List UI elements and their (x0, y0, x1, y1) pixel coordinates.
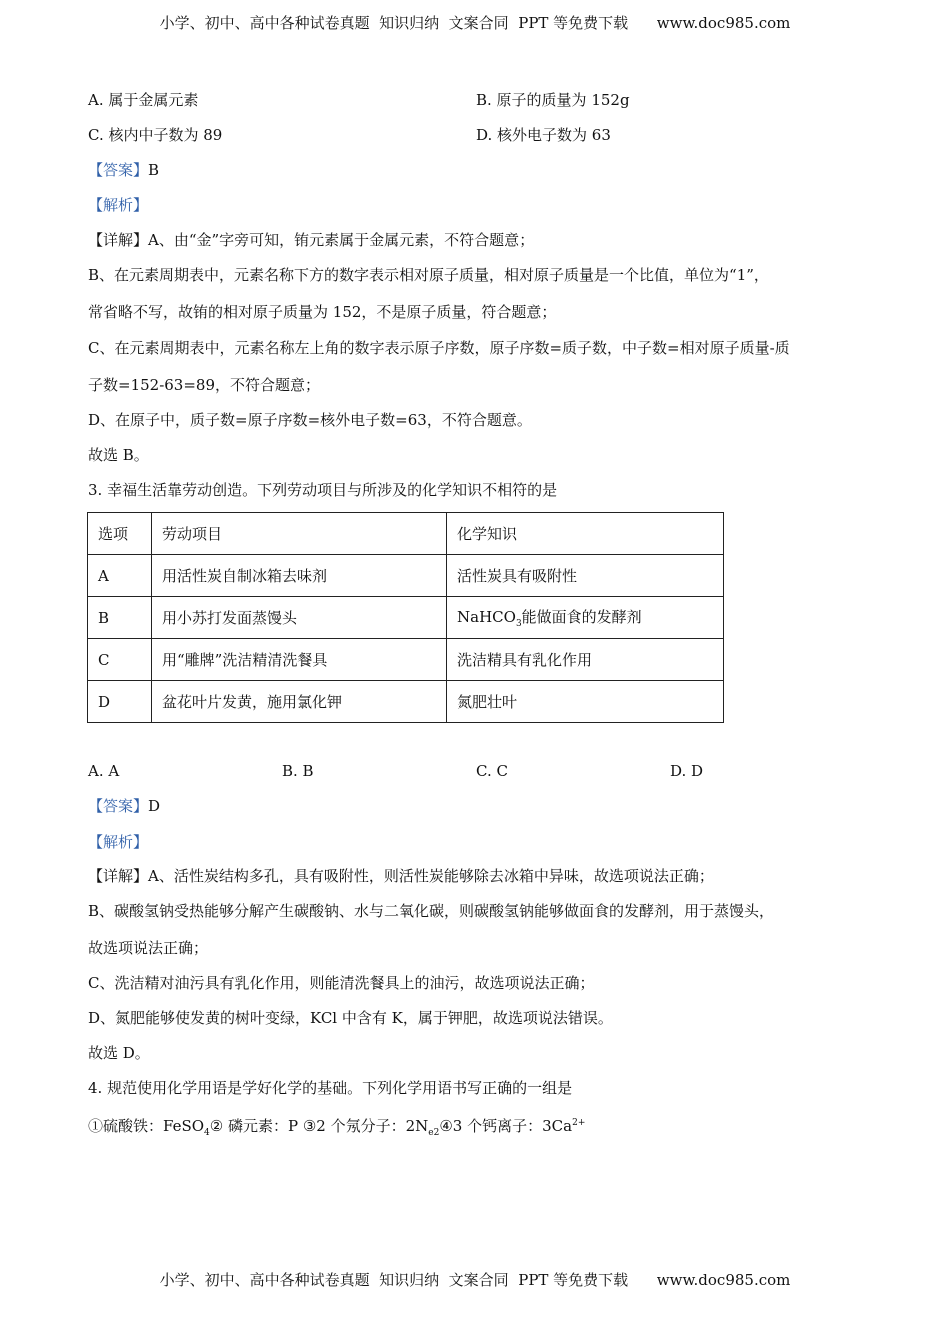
q3-analysis-label: 【解析】 (88, 833, 149, 851)
q2-detail-line: 常省略不写，故铕的相对原子质量为 152，不是原子质量，符合题意； (88, 303, 557, 321)
table-cell: 用小苏打发面蒸馒头 (152, 597, 447, 639)
q2-analysis-label: 【解析】 (88, 196, 149, 214)
q2-detail-line: 子数=152-63=89，不符合题意； (88, 376, 321, 394)
table-cell: 活性炭具有吸附性 (447, 555, 724, 597)
detail-text: A、活性炭结构多孔，具有吸附性，则活性炭能够除去冰箱中异味，故选项说法正确； (148, 867, 714, 885)
q3-option-d: D. D (670, 762, 704, 780)
q4-items (88, 1113, 585, 1143)
detail-label: 【详解】 (88, 231, 149, 249)
q2-answer (88, 160, 159, 180)
table-header-row (88, 513, 724, 555)
answer-label: 【答案】 (88, 797, 149, 815)
table-header-cell: 劳动项目 (152, 513, 447, 555)
q2-conclusion: 故选 B。 (88, 446, 149, 464)
detail-label: 【详解】 (88, 867, 149, 885)
table-row (88, 681, 724, 723)
table-cell: 洗洁精具有乳化作用 (447, 639, 724, 681)
table-row (88, 555, 724, 597)
q2-detail-line: D、在原子中，质子数=原子序数=核外电子数=63，不符合题意。 (88, 411, 532, 429)
q2-detail-line: C、在元素周期表中，元素名称左上角的数字表示原子序数，原子序数=质子数，中子数=相对原子质量-质 (88, 339, 790, 357)
q4-item-3-subscript: e2 (428, 1128, 440, 1138)
q4-stem: 4. 规范使用化学用语是学好化学的基础。下列化学用语书写正确的一组是 (88, 1079, 573, 1097)
q2-detail-line (88, 230, 534, 250)
q2-detail-line: B、在元素周期表中，元素名称下方的数字表示相对原子质量，相对原子质量是一个比值，单位为“1”， (88, 266, 769, 284)
answer-label: 【答案】 (88, 161, 149, 179)
table-cell: 盆花叶片发黄，施用氯化钾 (152, 681, 447, 723)
q2-option-d: D. 核外电子数为 63 (476, 126, 611, 144)
table-cell: B (88, 597, 152, 639)
page-footer: 小学、初中、高中各种试卷真题 知识归纳 文案合同 PPT 等免费下载 www.doc985.com (159, 1271, 791, 1289)
q3-conclusion: 故选 D。 (88, 1044, 150, 1062)
answer-value: B (148, 161, 160, 179)
q3-option-a: A. A (88, 762, 120, 780)
q3-table (87, 512, 724, 723)
table-cell: 用活性炭自制冰箱去味剂 (152, 555, 447, 597)
q3-stem: 3. 幸福生活靠劳动创造。下列劳动项目与所涉及的化学知识不相符的是 (88, 481, 558, 499)
table-cell: 氮肥壮叶 (447, 681, 724, 723)
table-cell: D (88, 681, 152, 723)
q4-item-4: ④3 个钙离子：3Ca (439, 1117, 573, 1135)
table-header-cell: 选项 (88, 513, 152, 555)
table-row (88, 597, 724, 639)
table-cell (447, 597, 724, 639)
formula-subscript: 3 (515, 619, 522, 629)
q4-item-3: ③2 个氖分子：2N (302, 1117, 429, 1135)
q4-item-2: ② 磷元素：P (209, 1117, 303, 1135)
table-cell: A (88, 555, 152, 597)
q3-detail-line: B、碳酸氢钠受热能够分解产生碳酸钠、水与二氧化碳，则碳酸氢钠能够做面食的发酵剂，用于蒸馒头， (88, 902, 775, 920)
answer-value: D (148, 797, 161, 815)
q3-option-c: C. C (476, 762, 508, 780)
q3-answer (88, 796, 160, 816)
page-header: 小学、初中、高中各种试卷真题 知识归纳 文案合同 PPT 等免费下载 www.doc985.com (159, 14, 791, 32)
table-header-cell: 化学知识 (447, 513, 724, 555)
table-row (88, 639, 724, 681)
q2-option-a: A. 属于金属元素 (88, 91, 199, 109)
q4-item-1: ①硫酸铁：FeSO (88, 1117, 205, 1135)
q3-detail-line: D、氮肥能够使发黄的树叶变绿，KCl 中含有 K，属于钾肥，故选项说法错误。 (88, 1009, 613, 1027)
q2-option-b: B. 原子的质量为 152g (476, 91, 630, 109)
q3-option-b: B. B (282, 762, 314, 780)
q3-detail-line (88, 866, 714, 886)
q2-option-c: C. 核内中子数为 89 (88, 126, 223, 144)
table-cell: C (88, 639, 152, 681)
q4-item-4-superscript: 2+ (572, 1118, 586, 1128)
q4-item-1-subscript: 4 (204, 1128, 210, 1138)
q3-detail-line: 故选项说法正确； (88, 939, 209, 957)
q3-detail-line: C、洗洁精对油污具有乳化作用，则能清洗餐具上的油污，故选项说法正确； (88, 974, 595, 992)
cell-text: 能做面食的发酵剂 (521, 608, 642, 626)
formula: NaHCO (457, 608, 516, 626)
detail-text: A、由“金”字旁可知，铕元素属于金属元素，不符合题意； (148, 231, 535, 249)
table-cell: 用“雕牌”洗洁精清洗餐具 (152, 639, 447, 681)
